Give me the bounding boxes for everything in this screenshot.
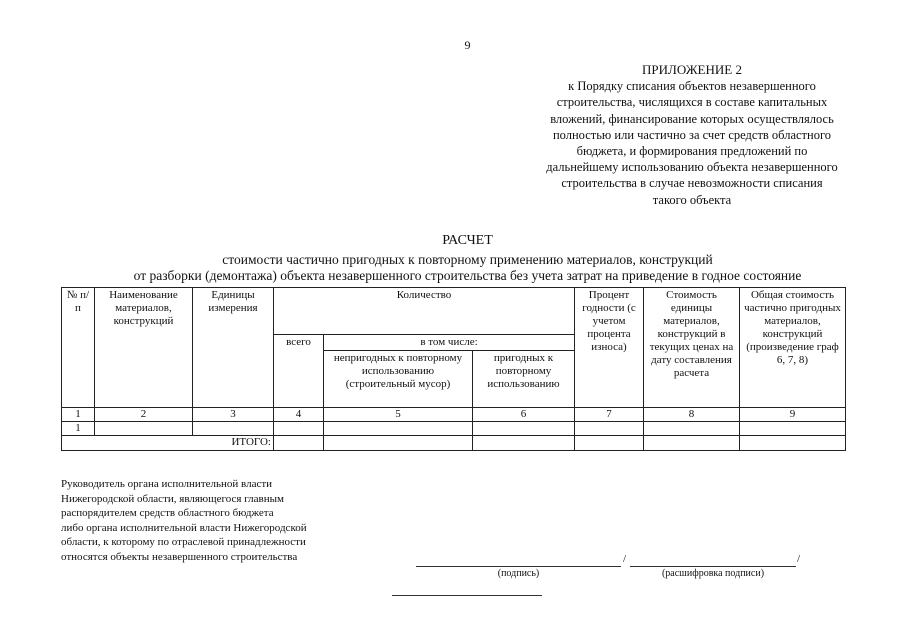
signer-line: Нижегородской области, являющегося главным <box>61 492 284 505</box>
header-quantity-total: всего <box>274 335 324 408</box>
decoding-caption: (расшифровка подписи) <box>661 568 765 579</box>
appendix-line: полностью или частично за счет средств областного <box>552 127 832 142</box>
appendix-line: строительства, числящихся в составе капитальных <box>556 95 828 110</box>
header-percent: Процент годности (с учетом процента износа) <box>575 288 644 408</box>
appendix-line: дальнейшему использованию объекта незавершенного <box>546 160 838 175</box>
table-cell <box>740 422 846 436</box>
total-row <box>62 436 846 451</box>
table-cell <box>274 436 324 451</box>
appendix-line: вложений, финансирование которых осуществлялось <box>550 111 834 126</box>
header-total-cost: Общая стоимость частично пригодных материалов, конструкций (произведение граф 6, 7, 8) <box>740 288 846 408</box>
header-unit: Единицы измерения <box>193 288 274 408</box>
table-cell <box>193 422 274 436</box>
column-number: 6 <box>473 408 575 422</box>
table-cell <box>95 422 193 436</box>
table-cell <box>324 422 473 436</box>
decoding-line <box>630 566 796 567</box>
appendix-block <box>502 62 882 208</box>
column-number: 4 <box>274 408 324 422</box>
appendix-line: к Порядку списания объектов незавершенного <box>568 79 816 94</box>
signer-line: области, к которому по отраслевой принадлежности <box>61 536 306 548</box>
table-cell <box>644 436 740 451</box>
table-cell <box>473 436 575 451</box>
signer-line: либо органа исполнительной власти Нижегородской <box>61 521 307 534</box>
column-number: 5 <box>324 408 473 422</box>
header-num: № п/п <box>62 288 95 408</box>
document-title: РАСЧЕТ <box>442 233 493 248</box>
table-cell: 1 <box>62 422 95 436</box>
table-row <box>62 422 846 436</box>
signer-line: относятся объекты незавершенного строительства <box>61 550 298 563</box>
table-cell <box>575 436 644 451</box>
signature-separator: / <box>623 553 627 565</box>
document-subtitle <box>40 252 895 284</box>
signer-block <box>61 477 361 564</box>
table-cell <box>324 436 473 451</box>
header-quantity: Количество <box>274 288 575 335</box>
decoding-separator: / <box>797 553 801 565</box>
header-name: Наименование материалов, конструкций <box>95 288 193 408</box>
date-line <box>392 595 542 596</box>
table-cell <box>575 422 644 436</box>
signature-caption: (подпись) <box>497 568 540 579</box>
column-number: 8 <box>644 408 740 422</box>
table-cell <box>644 422 740 436</box>
column-number: 7 <box>575 408 644 422</box>
calculation-table <box>61 287 846 451</box>
appendix-heading: ПРИЛОЖЕНИЕ 2 <box>642 62 742 77</box>
column-number: 2 <box>95 408 193 422</box>
signer-line: Руководитель органа исполнительной власти <box>61 478 273 490</box>
table-cell <box>740 436 846 451</box>
subtitle-line: стоимости частично пригодных к повторному применению материалов, конструкций <box>222 252 713 267</box>
appendix-line: строительства в случае невозможности списания <box>561 176 823 191</box>
header-unfit: непригодных к повторному использованию (строительный мусор) <box>324 351 473 408</box>
subtitle-line: от разборки (демонтажа) объекта незавершенного строительства без учета затрат на приведение в годное состояние <box>133 268 802 283</box>
table-cell <box>274 422 324 436</box>
header-fit: пригодных к повторному использованию <box>473 351 575 408</box>
appendix-line: такого объекта <box>652 192 732 207</box>
column-number: 1 <box>62 408 95 422</box>
total-label: ИТОГО: <box>62 436 274 451</box>
header-unit-cost: Стоимость единицы материалов, конструкций в текущих ценах на дату составления расчета <box>644 288 740 408</box>
signer-line: распорядителем средств областного бюджета <box>61 507 274 519</box>
table-cell <box>473 422 575 436</box>
column-number: 3 <box>193 408 274 422</box>
page-number: 9 <box>464 38 471 52</box>
header-including: в том числе: <box>324 335 575 351</box>
appendix-line: бюджета, и формирования предложений по <box>576 144 808 159</box>
column-number: 9 <box>740 408 846 422</box>
signature-line <box>416 566 621 567</box>
